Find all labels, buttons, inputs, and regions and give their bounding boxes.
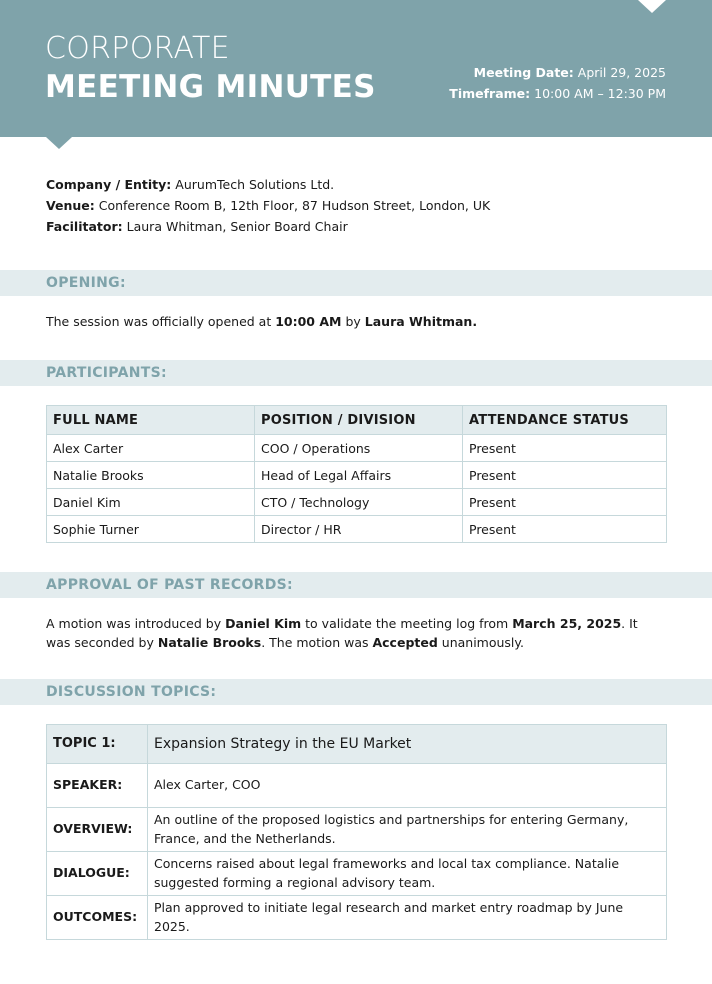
venue-value: Conference Room B, 12th Floor, 87 Hudson Street, London, UK — [98, 198, 491, 213]
opening-text-part: The session was officially opened at — [46, 314, 276, 329]
dialogue-label: DIALOGUE: — [47, 852, 148, 896]
participant-name: Alex Carter — [47, 435, 255, 462]
opening-person: Laura Whitman. — [364, 314, 478, 329]
approval-text-part: . It was seconded by — [46, 616, 638, 650]
outcomes-row — [47, 896, 667, 940]
table-row — [47, 462, 667, 489]
participant-position: Head of Legal Affairs — [255, 462, 463, 489]
approval-text-part: A motion was introduced by — [46, 616, 226, 631]
meeting-date — [474, 65, 666, 81]
topic-value: Expansion Strategy in the EU Market — [148, 725, 667, 764]
column-header: FULL NAME — [47, 406, 255, 435]
meeting-date-label: Meeting Date: — [473, 65, 574, 80]
approval-text-part: unanimously. — [437, 634, 524, 650]
speaker-value: Alex Carter, COO — [148, 764, 667, 808]
participant-status: Present — [463, 462, 667, 489]
speaker-label: SPEAKER: — [47, 764, 148, 808]
timeframe-value: 10:00 AM – 12:30 PM — [534, 86, 666, 101]
dialogue-value: Concerns raised about legal frameworks and local tax compliance. Natalie suggested forming a regional advisory team. — [148, 852, 667, 896]
dialogue-row — [47, 852, 667, 896]
company-line — [46, 177, 490, 198]
participants-heading: PARTICIPANTS: — [46, 365, 167, 381]
approval-result: Accepted — [372, 634, 438, 650]
document-title-line2: MEETING MINUTES — [45, 69, 376, 105]
participant-position: COO / Operations — [255, 435, 463, 462]
participants-header-row — [47, 406, 667, 435]
approval-date: March 25, 2025 — [512, 616, 622, 631]
discussion-table — [46, 724, 667, 940]
opening-time: 10:00 AM — [275, 314, 342, 329]
overview-row — [47, 808, 667, 852]
participant-name: Natalie Brooks — [47, 462, 255, 489]
header-notch — [638, 0, 666, 13]
header-pointer — [46, 137, 72, 149]
participant-position: Director / HR — [255, 516, 463, 543]
outcomes-label: OUTCOMES: — [47, 896, 148, 940]
venue-line — [46, 198, 490, 219]
speaker-row — [47, 764, 667, 808]
facilitator-label: Facilitator: — [46, 219, 123, 234]
opening-section-header — [0, 270, 712, 296]
header-banner — [0, 0, 712, 137]
timeframe-label: Timeframe: — [449, 86, 531, 101]
opening-heading: OPENING: — [46, 275, 126, 291]
approval-heading: APPROVAL OF PAST RECORDS: — [46, 577, 293, 593]
meeting-info — [46, 177, 490, 240]
participant-status: Present — [463, 435, 667, 462]
participants-table — [46, 405, 667, 543]
meeting-timeframe — [449, 86, 666, 102]
approval-text — [46, 615, 666, 652]
approval-section-header — [0, 572, 712, 598]
participants-section-header — [0, 360, 712, 386]
participant-position: CTO / Technology — [255, 489, 463, 516]
participant-status: Present — [463, 516, 667, 543]
overview-value: An outline of the proposed logistics and partnerships for entering Germany, France, and the Netherlands. — [148, 808, 667, 852]
table-row — [47, 435, 667, 462]
topic-row — [47, 725, 667, 764]
venue-label: Venue: — [46, 198, 95, 213]
topic-label: TOPIC 1: — [47, 725, 148, 764]
approval-proposer: Daniel Kim — [225, 616, 302, 631]
participant-name: Sophie Turner — [47, 516, 255, 543]
approval-text-part: . The motion was — [261, 634, 373, 650]
participant-status: Present — [463, 489, 667, 516]
meeting-date-value: April 29, 2025 — [577, 65, 666, 80]
approval-text-part: to validate the meeting log from — [301, 616, 513, 631]
facilitator-line — [46, 219, 490, 240]
company-label: Company / Entity: — [46, 177, 172, 192]
discussion-heading: DISCUSSION TOPICS: — [46, 684, 217, 700]
facilitator-value: Laura Whitman, Senior Board Chair — [126, 219, 348, 234]
table-row — [47, 516, 667, 543]
approval-seconder: Natalie Brooks — [157, 634, 262, 650]
column-header: POSITION / DIVISION — [255, 406, 463, 435]
opening-text-part: by — [341, 314, 365, 329]
document-title-line1: CORPORATE — [45, 31, 230, 66]
column-header: ATTENDANCE STATUS — [463, 406, 667, 435]
company-value: AurumTech Solutions Ltd. — [175, 177, 335, 192]
outcomes-value: Plan approved to initiate legal research and market entry roadmap by June 2025. — [148, 896, 667, 940]
discussion-section-header — [0, 679, 712, 705]
overview-label: OVERVIEW: — [47, 808, 148, 852]
participant-name: Daniel Kim — [47, 489, 255, 516]
table-row — [47, 489, 667, 516]
opening-text — [46, 313, 666, 332]
